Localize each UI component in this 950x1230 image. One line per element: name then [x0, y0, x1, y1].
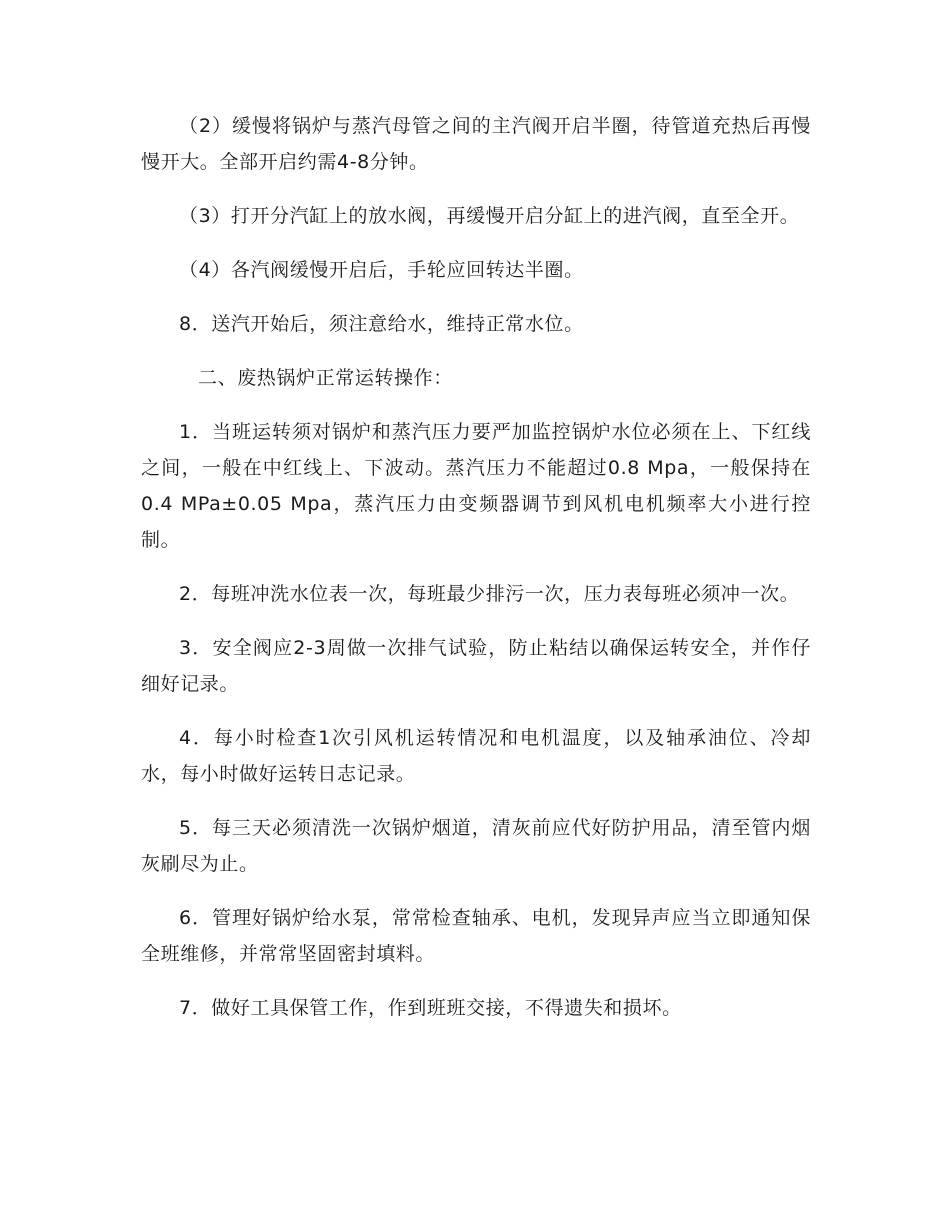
document-body: [141, 108, 811, 1044]
paragraph-step-3: （3）打开分汽缸上的放水阀，再缓慢开启分缸上的进汽阀，直至全开。: [179, 205, 800, 227]
paragraph-item-3: 3．安全阀应2-3周做一次排气试验，防止粘结以确保运转安全，并作仔细好记录。: [141, 637, 811, 695]
paragraph-step-4: （4）各汽阀缓慢开启后，手轮应回转达半圈。: [179, 259, 584, 281]
paragraph-item-6: 6．管理好锅炉给水泵，常常检查轴承、电机，发现异声应当立即通知保全班维修，并常常坚固密封填料。: [141, 907, 811, 965]
paragraph-item-1: 1．当班运转须对锅炉和蒸汽压力要严加监控锅炉水位必须在上、下红线之间，一般在中红线上、下波动。蒸汽压力不能超过0.8 Mpa，一般保持在0.4 MPa±0.05 Mpa，蒸汽压力由变频器调节到风机电机频率大小进行控制。: [141, 421, 811, 551]
paragraph-item-2: 2．每班冲洗水位表一次，每班最少排污一次，压力表每班必须冲一次。: [179, 583, 800, 605]
paragraph-item-8: 8．送汽开始后，须注意给水，维持正常水位。: [179, 313, 584, 335]
paragraph-step-2: （2）缓慢将锅炉与蒸汽母管之间的主汽阀开启半圈，待管道充热后再慢慢开大。全部开启约需4-8分钟。: [141, 115, 811, 173]
section-heading: 二、废热锅炉正常运转操作：: [198, 367, 453, 389]
paragraph-item-7: 7．做好工具保管工作，作到班班交接，不得遗失和损坏。: [179, 997, 682, 1019]
paragraph-item-4: 4．每小时检查1次引风机运转情况和电机温度，以及轴承油位、冷却水，每小时做好运转日志记录。: [141, 727, 811, 785]
paragraph-item-5: 5．每三天必须清洗一次锅炉烟道，清灰前应代好防护用品，清至管内烟灰刷尽为止。: [141, 817, 811, 875]
